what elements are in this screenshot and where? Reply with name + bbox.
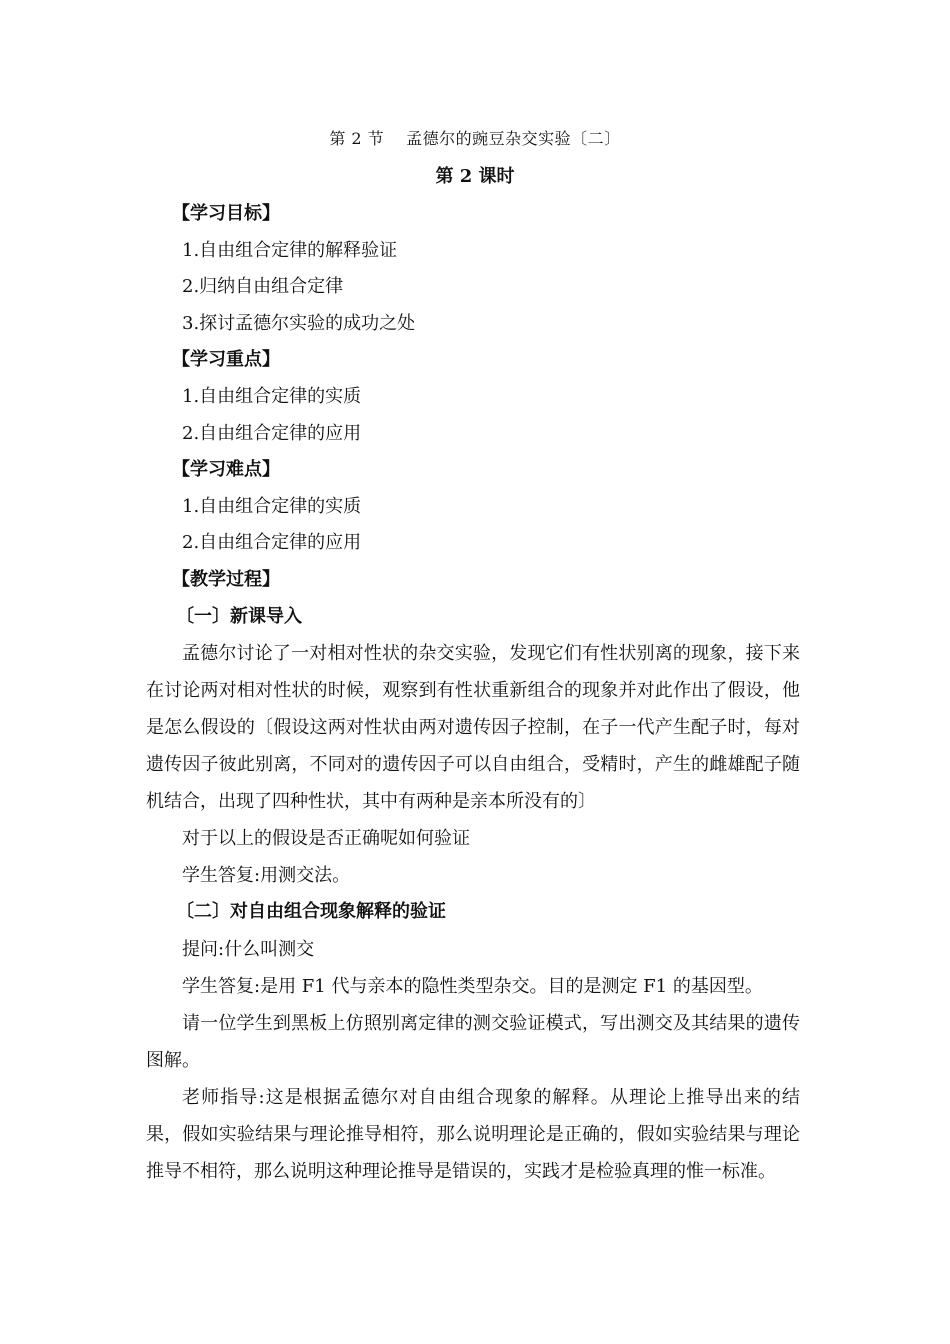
goal-item: 1.自由组合定律的解释验证 [182,239,398,261]
part1-paragraph: 对于以上的假设是否正确呢如何验证 [182,828,470,850]
part2-paragraph: 提问:什么叫测交 [182,938,315,960]
process-heading: 【教学过程】 [172,568,280,590]
key-points-heading: 【学习重点】 [172,349,280,371]
part2-paragraph: 老师指导:这是根据孟德尔对自由组合现象的解释。从理论上推导出来的结果，假如实验结果与理论推导相符，那么说明理论是正确的，假如实验结果与理论推导不相符，那么说明这种理论推导是错误的，实践才是检验真理的惟一标准。 [146,1086,800,1182]
section-number: 第 2 节 [329,129,385,148]
goals-heading: 【学习目标】 [172,203,280,224]
part1-paragraph: 孟德尔讨论了一对相对性状的杂交实验，发现它们有性状别离的现象，接下来在讨论两对相对性状的时候，观察到有性状重新组合的现象并对此作出了假设，他是怎么假设的〔假设这两对性状由两对遗传因子控制，在子一代产生配子时，每对遗传因子彼此别离，不同对的遗传因子可以自由组合，受精时，产生的雌雄配子随机结合，出现了四种性状，其中有两种是亲本所没有的〕 [146,643,800,813]
part2-paragraph: 请一位学生到黑板上仿照别离定律的测交验证模式，写出测交及其结果的遗传图解。 [146,1012,800,1071]
part2-paragraph: 学生答复:是用 F1 代与亲本的隐性类型杂交。目的是测定 F1 的基因型。 [182,975,763,997]
goal-item: 2.归纳自由组合定律 [182,276,344,298]
part1-heading: 〔一〕新课导入 [176,605,302,627]
difficulties-heading: 【学习难点】 [172,459,280,481]
part2-heading: 〔二〕对自由组合现象解释的验证 [176,901,446,923]
lesson-title: 第 2 课时 [435,166,515,187]
part1-paragraph: 学生答复:用测交法。 [182,865,351,887]
goal-item: 3.探讨孟德尔实验的成功之处 [182,312,416,334]
difficulty-item: 1.自由组合定律的实质 [182,495,362,517]
key-point-item: 2.自由组合定律的应用 [182,422,362,444]
key-point-item: 1.自由组合定律的实质 [182,385,362,407]
section-name: 孟德尔的豌豆杂交实验〔二〕 [406,129,621,148]
section-title [0,126,950,149]
difficulty-item: 2.自由组合定律的应用 [182,532,362,554]
document-body [146,196,800,1190]
